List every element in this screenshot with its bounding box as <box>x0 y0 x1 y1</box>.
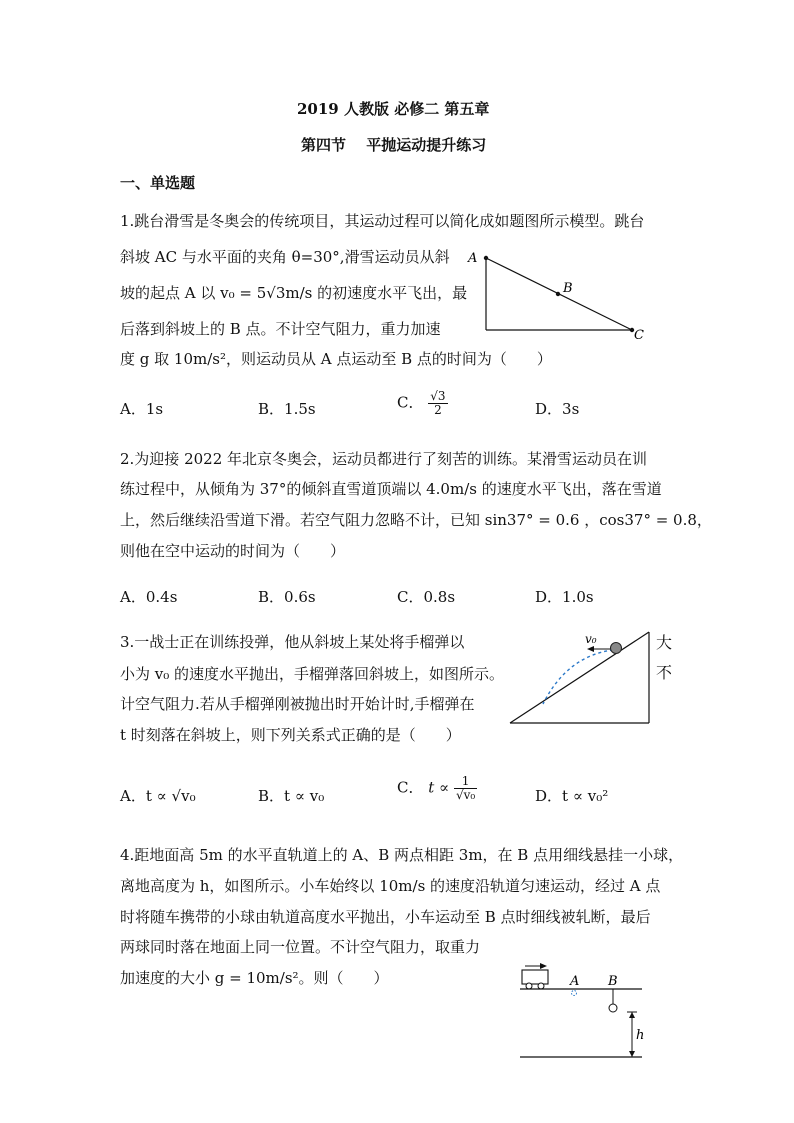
q4-line2: 离地高度为 h，如图所示。小车始终以 10m/s 的速度沿轨道匀速运动，经过 A 点 <box>120 877 661 895</box>
q4-fig-label-a: A <box>570 974 580 989</box>
page-subtitle: 第四节 平抛运动提升练习 <box>301 136 487 154</box>
q3-side-text-1: 大 <box>656 633 673 652</box>
q1-option-c-den: 2 <box>434 403 442 417</box>
q2-line3: 上，然后继续沿雪道下滑。若空气阻力忽略不计，已知 sin37° = 0.6 ，cos37° = 0.8， <box>120 511 712 529</box>
q3-line3: 计空气阻力.若从手榴弹刚被抛出时开始计时,手榴弹在 <box>120 695 475 713</box>
q4-track-figure <box>515 962 645 1062</box>
q4-line4: 两球同时落在地面上同一位置。不计空气阻力，取重力 <box>120 938 481 956</box>
q3-side-text-2: 不 <box>656 663 673 682</box>
q1-option-b[interactable]: B．1.5s <box>258 400 316 418</box>
q1-option-c-fraction <box>428 390 447 417</box>
q1-fig-label-c: C <box>634 328 644 343</box>
q3-line4: t 时刻落在斜坡上，则下列关系式正确的是（ ） <box>120 726 461 744</box>
q4-fig-label-b: B <box>608 974 618 989</box>
q2-option-c[interactable]: C．0.8s <box>397 588 456 606</box>
q2-line1: 2.为迎接 2022 年北京冬奥会，运动员都进行了刻苦的训练。某滑雪运动员在训 <box>120 450 648 468</box>
q3-incline-figure <box>505 628 655 728</box>
q1-fig-label-a: A <box>468 251 478 266</box>
q4-fig-label-h: h <box>636 1028 645 1043</box>
q1-fig-label-b: B <box>563 281 573 296</box>
q2-option-d[interactable]: D．1.0s <box>535 588 594 606</box>
q4-line3: 时将随车携带的小球由轨道高度水平抛出，小车运动至 B 点时细线被轧断，最后 <box>120 908 651 926</box>
q3-option-d[interactable]: D．t ∝ v₀² <box>535 787 609 805</box>
q3-option-c[interactable] <box>397 775 477 802</box>
q4-line5: 加速度的大小 g = 10m/s²。则（ ） <box>120 969 389 987</box>
q1-line3: 坡的起点 A 以 v₀ = 5√3m/s 的初速度水平飞出，最 <box>120 284 468 302</box>
q1-option-d[interactable]: D．3s <box>535 400 580 418</box>
q1-option-c[interactable] <box>397 390 448 417</box>
q2-line2: 练过程中，从倾角为 37°的倾斜直雪道顶端以 4.0m/s 的速度水平飞出，落在雪道 <box>120 480 662 498</box>
page-title: 2019 人教版 必修二 第五章 <box>297 100 490 118</box>
q3-option-a[interactable]: A．t ∝ √v₀ <box>120 787 196 805</box>
section-heading: 一、单选题 <box>120 174 196 192</box>
q3-fig-label-v0: v₀ <box>585 632 597 646</box>
q1-option-c-num: √3 <box>430 389 446 403</box>
q1-line4: 后落到斜坡上的 B 点。不计空气阻力，重力加速 <box>120 320 441 338</box>
q1-line1: 1.跳台滑雪是冬奥会的传统项目，其运动过程可以简化成如题图所示模型。跳台 <box>120 212 645 230</box>
q3-option-b[interactable]: B．t ∝ v₀ <box>258 787 325 805</box>
q3-option-c-fraction <box>454 775 477 802</box>
q1-option-c-label: C． <box>397 393 424 412</box>
q4-line1: 4.距地面高 5m 的水平直轨道上的 A、B 两点相距 3m，在 B 点用细线悬挂一小球， <box>120 846 684 864</box>
q2-option-b[interactable]: B．0.6s <box>258 588 316 606</box>
q2-option-a[interactable]: A．0.4s <box>120 588 178 606</box>
q2-line4: 则他在空中运动的时间为（ ） <box>120 542 346 560</box>
q1-line2: 斜坡 AC 与水平面的夹角 θ=30°,滑雪运动员从斜 <box>120 248 450 266</box>
q1-line5: 度 g 取 10m/s²，则运动员从 A 点运动至 B 点的时间为（ ） <box>120 350 552 368</box>
q3-option-c-prefix: t ∝ <box>428 778 450 797</box>
q3-option-c-num: 1 <box>454 775 477 789</box>
q3-line1: 3.一战士正在训练投弹，他从斜坡上某处将手榴弹以 <box>120 633 465 651</box>
q3-option-c-den: √v₀ <box>456 788 476 802</box>
q1-slope-figure <box>466 250 656 345</box>
q3-option-c-label: C． <box>397 778 424 797</box>
q3-line2: 小为 v₀ 的速度水平抛出，手榴弹落回斜坡上，如图所示。 <box>120 665 505 683</box>
q1-option-a[interactable]: A．1s <box>120 400 164 418</box>
